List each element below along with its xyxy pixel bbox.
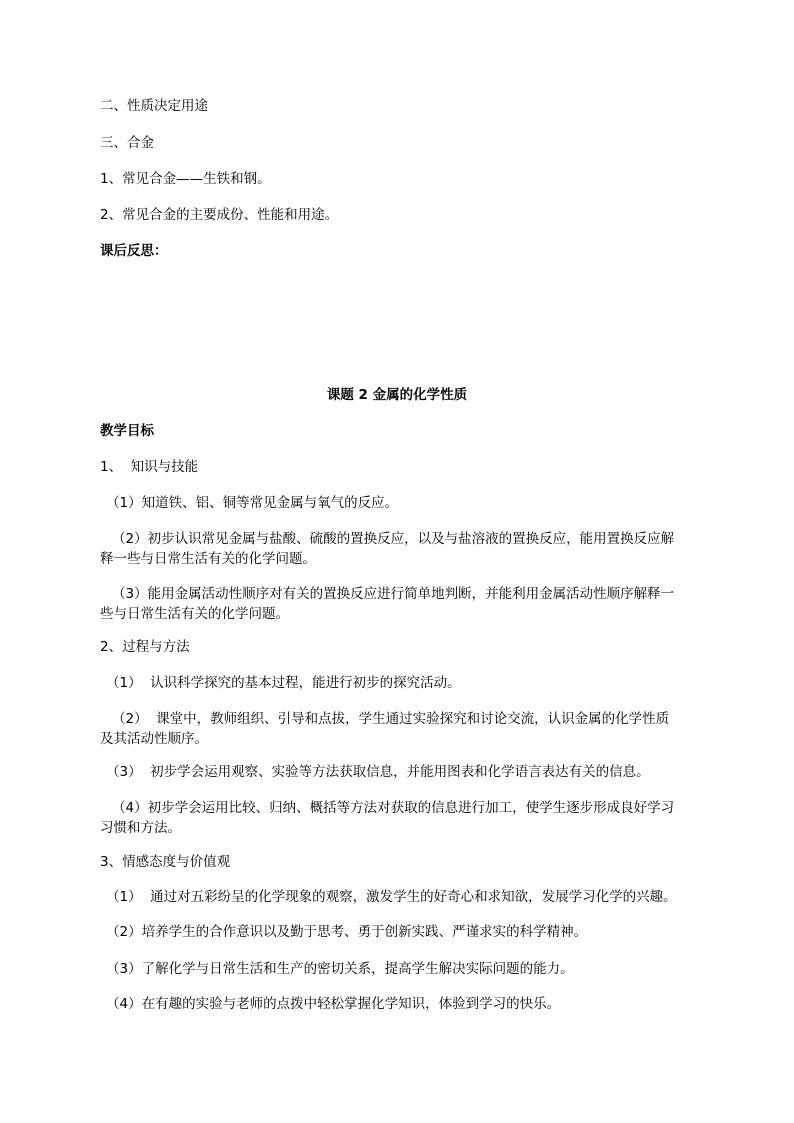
goal-process-2: （2） 课堂中，教师组织、引导和点拔，学生通过实验探究和讨论交流，认识金属的化学性质及其活动性顺序。 [100, 711, 670, 747]
goal-process-3: （3） 初步学会运用观察、实验等方法获取信息，并能用图表和化学语言表达有关的信息。 [106, 764, 650, 780]
goal-attitude-2: （2）培养学生的合作意识以及勤于思考、勇于创新实践、严谨求实的科学精神。 [106, 924, 588, 940]
section-heading-use: 二、性质决定用途 [100, 98, 208, 114]
goal-knowledge-2: （2）初步认识常见金属与盐酸、硫酸的置换反应，以及与盐溶液的置换反应，能用置换反应解释一些与日常生活有关的化学问题。 [100, 531, 675, 567]
alloy-item-2: 2、常见合金的主要成份、性能和用途。 [100, 207, 339, 223]
section-heading-alloy: 三、合金 [100, 135, 154, 151]
reflection-heading: 课后反思： [100, 243, 168, 259]
goal-attitude-heading: 3、情感态度与价值观 [100, 854, 231, 870]
goal-attitude-1: （1） 通过对五彩纷呈的化学现象的观察，激发学生的好奇心和求知欲，发展学习化学的兴趣。 [106, 889, 677, 905]
lesson-title: 课题 2 金属的化学性质 [326, 387, 468, 403]
alloy-item-1: 1、常见合金——生铁和钢。 [100, 171, 271, 187]
goal-knowledge-heading: 1、 知识与技能 [100, 459, 199, 475]
goal-knowledge-3: （3）能用金属活动性顺序对有关的置换反应进行简单地判断，并能利用金属活动性顺序解释一些与日常生活有关的化学问题。 [100, 586, 675, 622]
goal-attitude-4: （4）在有趣的实验与老师的点拨中轻松掌握化学知识，体验到学习的快乐。 [106, 996, 561, 1012]
goal-attitude-3: （3）了解化学与日常生活和生产的密切关系，提高学生解决实际问题的能力。 [106, 961, 574, 977]
goal-knowledge-1: （1）知道铁、铝、铜等常见金属与氧气的反应。 [106, 495, 399, 511]
goal-process-4: （4）初步学会运用比较、归纳、概括等方法对获取的信息进行加工，使学生逐步形成良好学习习惯和方法。 [100, 800, 675, 836]
teaching-goals-heading: 教学目标 [100, 423, 154, 439]
goal-process-1: （1） 认识科学探究的基本过程，能进行初步的探究活动。 [106, 675, 461, 691]
goal-process-heading: 2、过程与方法 [100, 639, 190, 655]
